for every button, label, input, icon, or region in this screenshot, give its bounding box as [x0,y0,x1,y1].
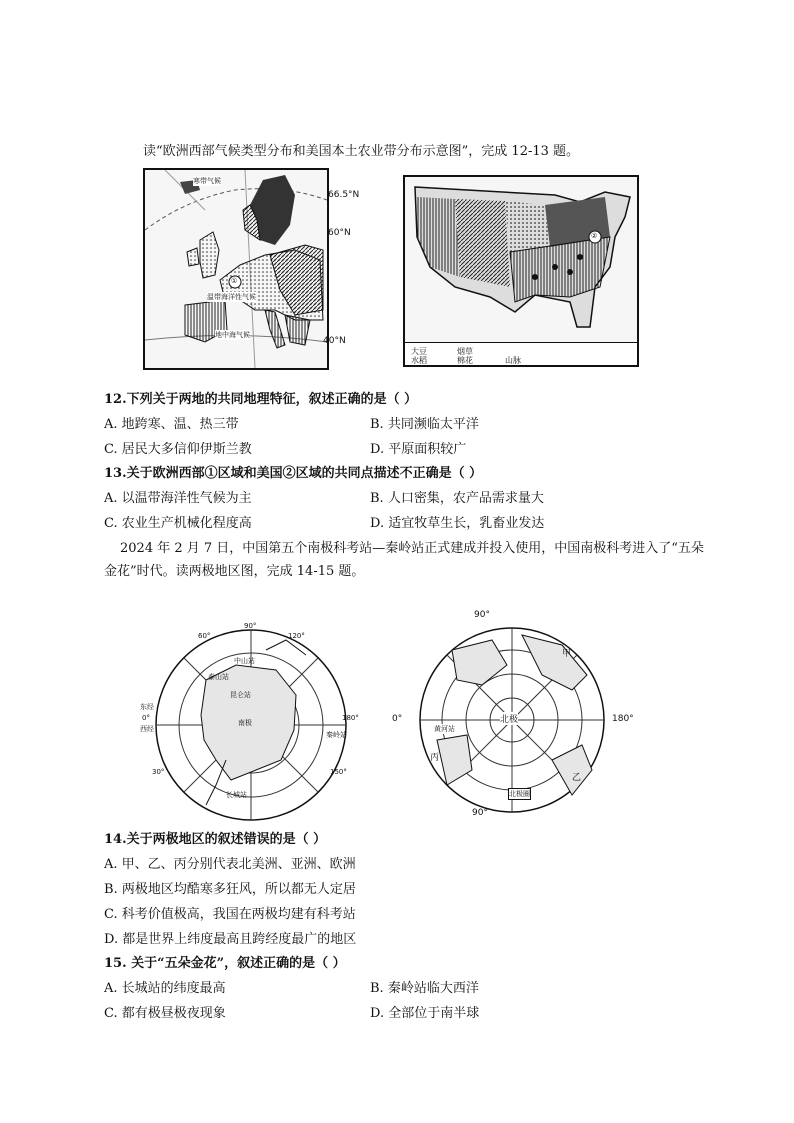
lon-30: 30° [152,768,165,776]
q14-option-d: D. 都是世界上纬度最高且跨经度最广的地区 [104,932,357,947]
lon-150: 150° [330,768,347,776]
lat-60n: 60°N [328,228,351,238]
intro-14-15-line1: 2024 年 2 月 7 日，中国第五个南极科考站—秦岭站正式建成并投入使用，中国南极科考进入了“五朵 [120,541,704,556]
station-huanghe: 黄河站 [434,725,455,733]
q13-option-d: D. 适宜牧草生长，乳畜业发达 [370,516,545,531]
label-mediterranean-climate: 地中海气候 [215,331,250,339]
q15-stem: 15. 关于“五朵金花”，叙述正确的是（ ） [104,956,346,971]
lon-180: 180° [342,714,359,722]
legend-rice: 水稻 [411,356,427,365]
q13-option-a: A. 以温带海洋性气候为主 [104,491,252,506]
legend-soybean: 大豆 [411,347,427,356]
legend-cotton: 棉花 [457,356,473,365]
usa-map-graphic [405,177,637,343]
lon-90: 90° [244,622,257,630]
antarctica-map [140,620,359,830]
lat-66-5n: 66.5°N [328,190,360,200]
lon-120: 120° [288,632,305,640]
lat-40n: 40°N [323,336,346,346]
q13-option-c: C. 农业生产机械化程度高 [104,516,252,531]
q13-option-b: B. 人口密集，农产品需求量大 [370,491,544,506]
lon-0: 0° [142,714,150,722]
q13-stem: 13.关于欧洲西部①区域和美国②区域的共同点描述不正确是（ ） [104,466,483,481]
label-polar-climate: 寒带气候 [193,177,221,185]
continent-bing: 丙 [430,753,440,763]
station-zhongshan: 中山站 [234,657,255,665]
station-qinling: 秦岭站 [326,731,347,739]
region-marker-2: ② [591,232,598,240]
q15-option-d: D. 全部位于南半球 [370,1006,480,1021]
legend-tobacco: 烟草 [457,347,473,356]
continent-jia: 甲 [562,649,572,659]
legend-mountains: 山脉 [505,356,521,365]
usa-map-legend [405,342,637,365]
west-longitude: 西经 [140,725,154,733]
q12-option-a: A. 地跨寒、温、热三带 [104,417,239,432]
lon-0-north: 0° [392,714,403,724]
lon-60: 60° [198,632,211,640]
q15-option-c: C. 都有极昼极夜现象 [104,1006,226,1021]
q15-option-b: B. 秦岭站临大西洋 [370,981,479,996]
north-pole-label: 北极 [500,712,518,725]
arctic-map [392,610,634,820]
q12-option-b: B. 共同濒临太平洋 [370,417,479,432]
intro-14-15-line2: 金花”时代。读两极地区图，完成 14-15 题。 [104,564,365,579]
lon-180-north: 180° [612,714,634,724]
q12-stem: 12.下列关于两地的共同地理特征，叙述正确的是（ ） [104,392,418,407]
q12-option-c: C. 居民大多信仰伊斯兰教 [104,442,252,457]
label-marine-climate: 温带海洋性气候 [207,293,256,301]
q14-option-c: C. 科考价值极高，我国在两极均建有科考站 [104,907,356,922]
q15-option-a: A. 长城站的纬度最高 [104,981,226,996]
continent-yi: 乙 [572,773,582,783]
q14-option-b: B. 两极地区均酷寒多狂风，所以都无人定居 [104,882,356,897]
east-longitude: 东经 [140,703,154,711]
europe-climate-map [143,168,329,370]
station-changcheng: 长城站 [226,791,247,799]
station-kunlun: 昆仑站 [230,691,251,699]
south-pole-label: 南极 [238,719,252,727]
usa-agriculture-map [403,175,639,367]
region-marker-1: ① [231,277,238,285]
intro-12-13: 读“欧洲西部气候类型分布和美国本土农业带分布示意图”，完成 12-13 题。 [143,144,580,159]
lon-90-bottom: 90° [472,808,488,818]
lon-90-top: 90° [474,610,490,620]
q14-option-a: A. 甲、乙、丙分别代表北美洲、亚洲、欧洲 [104,857,356,872]
q14-stem: 14.关于两极地区的叙述错误的是（ ） [104,832,327,847]
q12-option-d: D. 平原面积较广 [370,442,467,457]
station-taishan: 泰山站 [208,673,229,681]
arctic-circle-label: 北极圈 [509,790,530,798]
